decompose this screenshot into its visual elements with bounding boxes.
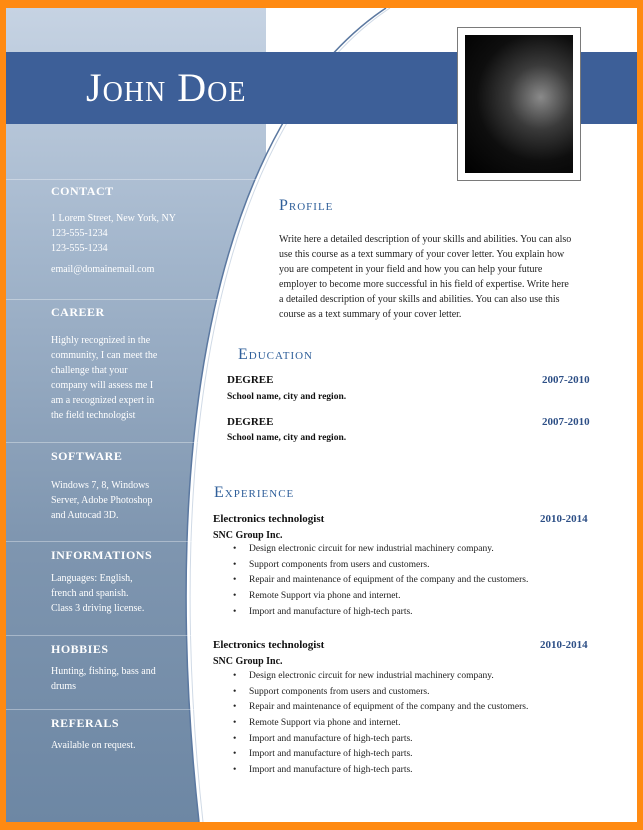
sidebar-divider: [6, 635, 266, 636]
contact-address: 1 Lorem Street, New York, NY: [51, 213, 176, 224]
list-item: • Design electronic circuit for new industrial machinery company.: [225, 542, 528, 558]
degree-years: 2007-2010: [542, 374, 590, 386]
contact-title: CONTACT: [51, 184, 114, 198]
profile-title: Profile: [279, 197, 334, 214]
education-title: Education: [238, 346, 313, 363]
degree-years: 2007-2010: [542, 416, 590, 428]
sidebar-divider: [6, 299, 266, 300]
list-item: • Design electronic circuit for new industrial machinery company.: [225, 669, 528, 685]
company-name: SNC Group Inc.: [213, 656, 283, 667]
software-line: Windows 7, 8, Windows: [51, 480, 150, 491]
contact-phone: 123-555-1234: [51, 228, 108, 239]
experience-title: Experience: [214, 484, 295, 501]
informations-line: Languages: English,: [51, 573, 133, 584]
degree-title: DEGREE: [227, 374, 274, 386]
career-title: CAREER: [51, 305, 105, 319]
referals-line: Available on request.: [51, 740, 136, 751]
career-line: company will assess me I: [51, 380, 154, 391]
list-item: • Remote Support via phone and internet.: [225, 716, 528, 732]
software-title: SOFTWARE: [51, 449, 123, 463]
portrait-photo: [465, 35, 573, 173]
informations-line: french and spanish.: [51, 588, 129, 599]
profile-text: [279, 232, 611, 322]
informations-text: [51, 571, 186, 616]
job-years: 2010-2014: [540, 639, 588, 651]
list-item: • Import and manufacture of high-tech parts.: [225, 747, 528, 763]
career-line: Highly recognized in the: [51, 335, 151, 346]
hobbies-title: HOBBIES: [51, 642, 109, 656]
list-item: • Support components from users and customers.: [225, 558, 528, 574]
job-title: Electronics technologist: [213, 639, 325, 651]
informations-title: INFORMATIONS: [51, 548, 153, 562]
career-line: the field technologist: [51, 410, 136, 421]
software-line: Server, Adobe Photoshop: [51, 495, 153, 506]
school-name: School name, city and region.: [227, 433, 347, 443]
sidebar-divider: [6, 179, 266, 180]
career-line: challenge that your: [51, 365, 128, 376]
contact-phone: 123-555-1234: [51, 243, 108, 254]
informations-line: Class 3 driving license.: [51, 603, 145, 614]
career-line: community, I can meet the: [51, 350, 158, 361]
resume-page: [6, 8, 637, 822]
job-years: 2010-2014: [540, 513, 588, 525]
profile-line: course as a text summary of your cover letter.: [279, 309, 462, 320]
list-item: • Import and manufacture of high-tech parts.: [225, 605, 528, 621]
profile-line: use this course as a text summary of your cover letter. You explain how: [279, 249, 565, 260]
software-text: [51, 478, 186, 523]
hobbies-line: drums: [51, 681, 76, 692]
referals-text: [51, 738, 186, 753]
list-item: • Repair and maintenance of equipment of the company and the customers.: [225, 573, 528, 589]
software-line: and Autocad 3D.: [51, 510, 119, 521]
job-duties-list: [225, 669, 528, 779]
referals-title: REFERALS: [51, 716, 120, 730]
person-name: John Doe: [86, 65, 247, 110]
list-item: • Remote Support via phone and internet.: [225, 589, 528, 605]
career-text: [51, 333, 186, 423]
list-item: • Support components from users and customers.: [225, 685, 528, 701]
hobbies-text: [51, 664, 186, 694]
list-item: • Repair and maintenance of equipment of the company and the customers.: [225, 700, 528, 716]
school-name: School name, city and region.: [227, 392, 347, 402]
job-duties-list: [225, 542, 528, 620]
profile-line: you are competent in your field and how you can help your future: [279, 264, 543, 275]
photo-frame: [457, 27, 581, 181]
contact-email: email@domainemail.com: [51, 264, 155, 275]
company-name: SNC Group Inc.: [213, 530, 283, 541]
job-title: Electronics technologist: [213, 513, 325, 525]
degree-title: DEGREE: [227, 416, 274, 428]
hobbies-line: Hunting, fishing, bass and: [51, 666, 156, 677]
profile-line: a detailed description of your skills and abilities. You can also use this: [279, 294, 560, 305]
list-item: • Import and manufacture of high-tech parts.: [225, 732, 528, 748]
career-line: am a recognized expert in: [51, 395, 155, 406]
profile-line: employer to become more successful in his field of expertise. Write here: [279, 279, 569, 290]
list-item: • Import and manufacture of high-tech parts.: [225, 763, 528, 779]
profile-line: Write here a detailed description of your skills and abilities. You can also: [279, 234, 572, 245]
contact-details: [51, 211, 211, 277]
